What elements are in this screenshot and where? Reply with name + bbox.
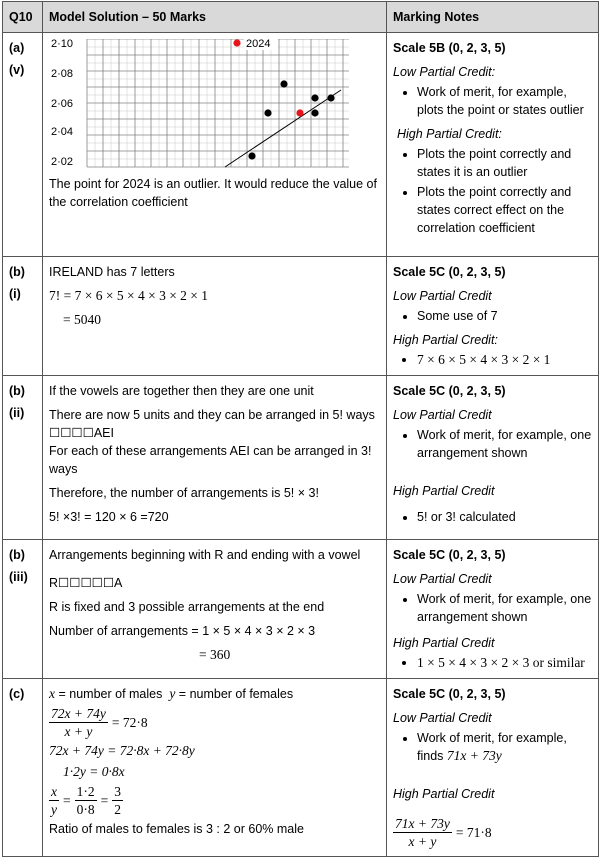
notes-cell: Scale 5C (0, 2, 3, 5) Low Partial Credit • Work of merit, for example, finds 71x + 73y High Partial Credit $\frac{71x + 73y}{x + y}$ = 71·8 (387, 679, 599, 857)
row-b-ii (3, 376, 599, 540)
row-c (3, 679, 599, 857)
table-header (3, 2, 599, 33)
low-credit-item: • Work of merit, for example, finds 71x + 73y (417, 729, 592, 765)
data-point (327, 94, 334, 101)
outlier-point-2024 (233, 39, 240, 46)
data-point (311, 109, 318, 116)
header-question: Q10 (3, 2, 43, 33)
notes-cell (387, 33, 599, 257)
solution-text: The point for 2024 is an outlier. It would reduce the value of the correlation coefficient (49, 177, 377, 209)
point-label-2024: 2024 (246, 39, 271, 50)
solution-cell: If the vowels are together then they are one unit There are now 5 units and they can be arranged in 5! ways ☐☐☐☐AEI For each of these arrangements AEI can be arranged in 3! ways Therefore, the number of arrangements is 5! × 3! 5! ×3! = 120 × 6 =720 (43, 376, 387, 540)
fraction: $\frac{x}{y}$ (51, 784, 57, 817)
data-point (248, 152, 255, 159)
fraction: $\frac{1\cdot 2}{0\cdot 8}$ (76, 784, 95, 817)
high-credit-item: • Plots the point correctly and states correct effect on the correlation coefficient (417, 183, 592, 237)
y-tick-label: 2·06 (51, 98, 74, 110)
fraction: $\frac{72x + 74y}{x + y}$ (51, 706, 106, 739)
trend-line (225, 90, 341, 167)
question-label: (a) (v) (3, 33, 43, 257)
question-label: (b) (i) (3, 257, 43, 376)
marking-scheme-table (2, 1, 599, 857)
solution-cell: IRELAND has 7 letters 7! = 7 × 6 × 5 × 4 × 3 × 2 × 1 = 5040 (43, 257, 387, 376)
row-b-i (3, 257, 599, 376)
solution-cell: Arrangements beginning with R and ending with a vowel R☐☐☐☐☐A R is fixed and 3 possible arrangements at the end Number of arrangements = 1 × 5 × 4 × 3 × 2 × 3 = 360 (43, 540, 387, 679)
y-tick-label: 2·10 (51, 39, 74, 50)
data-point-red (296, 109, 303, 116)
scatter-graph (49, 39, 349, 171)
solution-cell (43, 33, 387, 257)
notes-cell: Scale 5C (0, 2, 3, 5) Low Partial Credit • Work of merit, for example, one arrangement shown High Partial Credit • 1 × 5 × 4 × 3 × 2 × 3 or similar (387, 540, 599, 679)
row-a-v (3, 33, 599, 257)
y-tick-label: 2·08 (51, 68, 74, 80)
notes-cell: Scale 5C (0, 2, 3, 5) Low Partial Credit • Some use of 7 High Partial Credit: • 7 × 6 × 5 × 4 × 3 × 2 × 1 (387, 257, 599, 376)
data-point (280, 80, 287, 87)
y-tick-label: 2·04 (51, 126, 74, 138)
high-credit-label: High Partial Credit: (397, 127, 502, 141)
high-credit-item: • 1 × 5 × 4 × 3 × 2 × 3 or similar (417, 654, 592, 672)
low-credit-item: • Work of merit, for example, one arrangement shown (417, 590, 592, 626)
row-b-iii (3, 540, 599, 679)
data-point (311, 94, 318, 101)
question-label: (b) (iii) (3, 540, 43, 679)
low-credit-item: • Work of merit, for example, plots the point or states outlier (417, 83, 592, 119)
low-credit-item: • Work of merit, for example, one arrangement shown (417, 426, 592, 462)
scale-label: Scale 5B (0, 2, 3, 5) (393, 41, 506, 55)
notes-cell: Scale 5C (0, 2, 3, 5) Low Partial Credit • Work of merit, for example, one arrangement shown High Partial Credit • 5! or 3! calculated (387, 376, 599, 540)
low-credit-item: • Some use of 7 (417, 307, 592, 325)
fraction: $\frac{3}{2}$ (114, 784, 121, 817)
high-credit-item: • 5! or 3! calculated (417, 508, 592, 526)
high-credit-item: • 7 × 6 × 5 × 4 × 3 × 2 × 1 (417, 351, 592, 369)
y-tick-label: 2·02 (51, 156, 74, 168)
fraction: $\frac{71x + 73y}{x + y}$ (395, 816, 450, 849)
header-solution: Model Solution – 50 Marks (43, 2, 387, 33)
low-credit-label: Low Partial Credit: (393, 65, 496, 79)
solution-cell: x = number of males y = number of females $\frac{72x + 74y}{x + y}$ = 72·8 72x + 74y = 72·8x + 72·8y 1·2y = 0·8x $\frac{x}{y}$ = $\frac{1\cdot 2}{0\cdot 8}$ = $\frac{3}{2}$ Ratio of males to females is 3 : 2 or 60% male (43, 679, 387, 857)
question-label: (c) (3, 679, 43, 857)
header-notes: Marking Notes (387, 2, 599, 33)
question-label: (b) (ii) (3, 376, 43, 540)
data-point (264, 109, 271, 116)
high-credit-item: • Plots the point correctly and states it is an outlier (417, 145, 592, 181)
